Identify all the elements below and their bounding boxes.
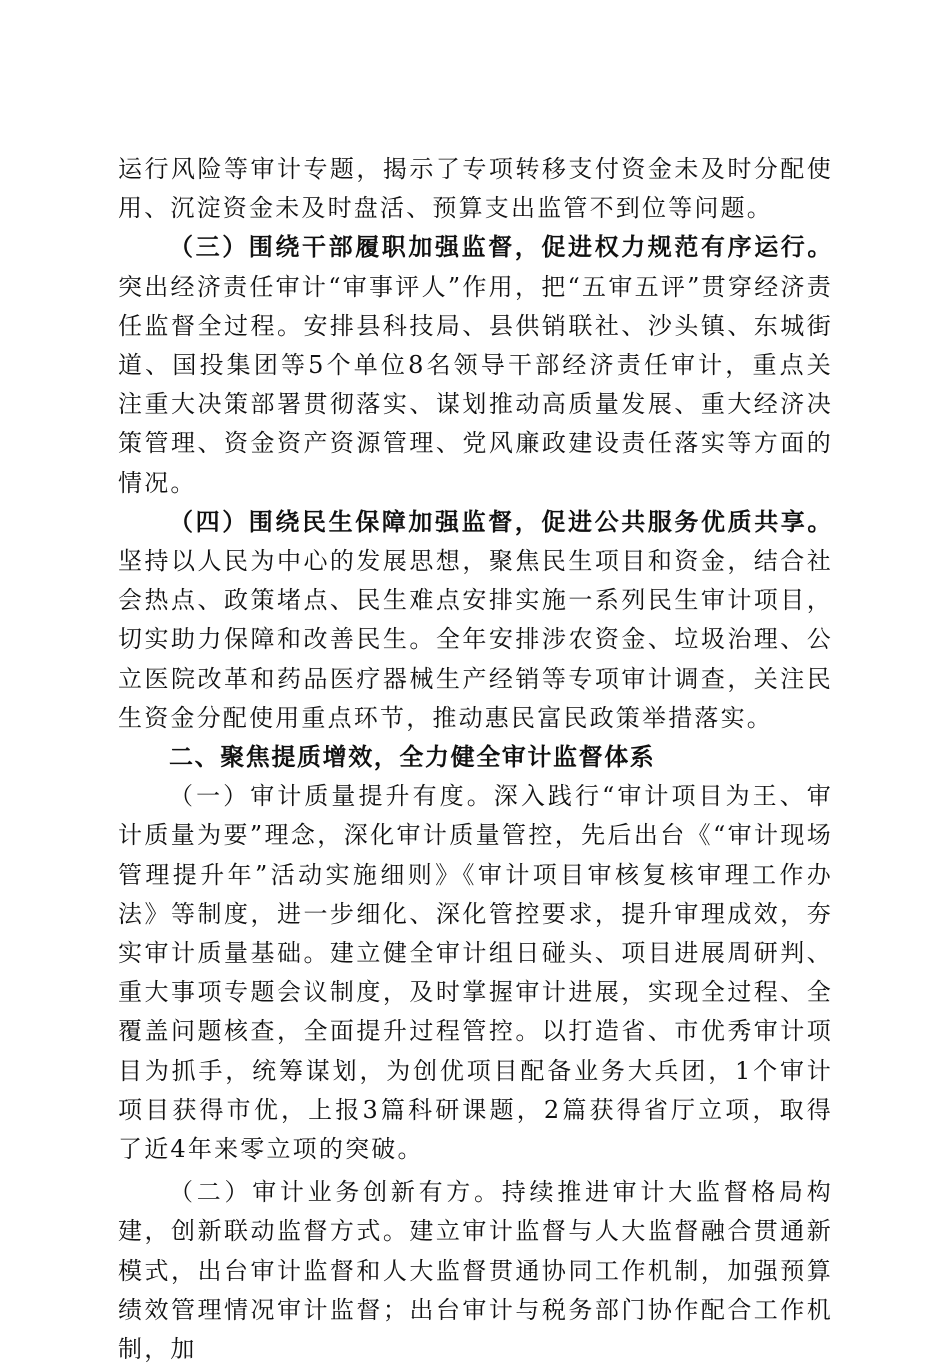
- paragraph-continuation: [118, 150, 833, 228]
- paragraph-text: （二）审计业务创新有方。持续推进审计大监督格局构建，创新联动监督方式。建立审计监督与人大监督融合贯通新模式，出台审计监督和人大监督贯通协同工作机制，加强预算绩效管理情况审计监督；出台审计与税务部门协作配合工作机制，加: [118, 1178, 833, 1364]
- paragraph-text: 突出经济责任审计“审事评人”作用，把“五审五评”贯穿经济责任监督全过程。安排县科技局、县供销联社、沙头镇、东城街道、国投集团等5个单位8名领导干部经济责任审计，重点关注重大决策部署贯彻落实、谋划推动高质量发展、重大经济决策管理、资金资产资源管理、党风廉政建设责任落实等方面的情况。: [118, 272, 833, 497]
- paragraph-text: 运行风险等审计专题，揭示了专项转移支付资金未及时分配使用、沉淀资金未及时盘活、预算支出监管不到位等问题。: [118, 155, 833, 223]
- document-page: [118, 150, 833, 1369]
- section-heading: 二、聚焦提质增效，全力健全审计监督体系: [169, 743, 656, 772]
- paragraph-audit-innovation: [118, 1173, 833, 1369]
- paragraph-lead: （三）围绕干部履职加强监督，促进权力规范有序运行。: [169, 233, 833, 262]
- paragraph-text: 坚持以人民为中心的发展思想，聚焦民生项目和资金，结合社会热点、政策堵点、民生难点安排实施一系列民生审计项目，切实助力保障和改善民生。全年安排涉农资金、垃圾治理、公立医院改革和药品医疗器械生产经销等专项审计调查，关注民生资金分配使用重点环节，推动惠民富民政策举措落实。: [118, 547, 833, 732]
- paragraph-lead: （四）围绕民生保障加强监督，促进公共服务优质共享。: [169, 507, 833, 536]
- paragraph-cadre-supervision: [118, 228, 833, 502]
- paragraph-audit-quality: [118, 777, 833, 1169]
- paragraph-livelihood-supervision: [118, 503, 833, 738]
- paragraph-text: （一）审计质量提升有度。深入践行“审计项目为王、审计质量为要”理念，深化审计质量管控，先后出台《“审计现场管理提升年”活动实施细则》《审计项目审核复核审理工作办法》等制度，进一步细化、深化管控要求，提升审理成效，夯实审计质量基础。建立健全审计组日碰头、项目进展周研判、重大事项专题会议制度，及时掌握审计进展，实现全过程、全覆盖问题核查，全面提升过程管控。以打造省、市优秀审计项目为抓手，统筹谋划，为创优项目配备业务大兵团，1个审计项目获得市优，上报3篇科研课题，2篇获得省厅立项，取得了近4年来零立项的突破。: [118, 782, 833, 1164]
